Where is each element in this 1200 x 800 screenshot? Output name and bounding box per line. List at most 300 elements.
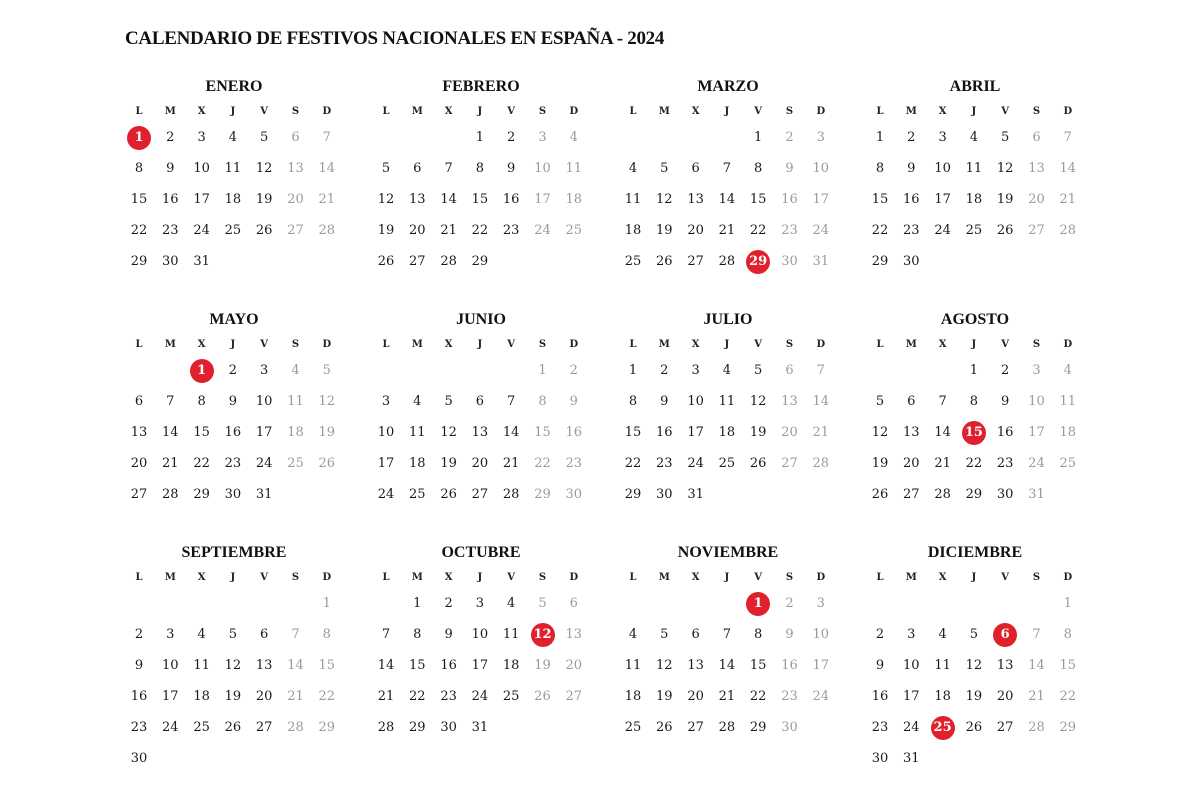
calendar-day: 6 [291, 130, 300, 145]
calendar-day: 2 [1001, 363, 1010, 378]
weekday-label: M [905, 106, 917, 117]
calendar-day: 20 [781, 425, 798, 440]
calendar-day: 24 [1028, 456, 1045, 471]
calendar-day: 4 [291, 363, 300, 378]
calendar-day: 29 [965, 487, 983, 502]
calendar-day: 8 [754, 161, 763, 176]
calendar-day: 2 [444, 596, 453, 611]
calendar-day: 4 [507, 596, 516, 611]
calendar-day: 27 [565, 689, 583, 704]
calendar-day: 6 [691, 627, 700, 642]
calendar-day: 2 [875, 627, 885, 642]
calendar-day: 11 [502, 627, 520, 642]
weekday-label: S [538, 572, 547, 583]
calendar-day: 29 [130, 254, 148, 269]
calendar-day: 22 [471, 223, 489, 238]
calendar-day: 13 [687, 192, 704, 207]
calendar-day: 25 [565, 223, 583, 238]
calendar-day: 27 [996, 720, 1014, 735]
calendar-day: 11 [224, 161, 242, 176]
calendar-day: 13 [781, 394, 798, 409]
calendar-day: 11 [409, 425, 426, 440]
calendar-day: 23 [996, 456, 1014, 471]
weekday-label: J [230, 339, 236, 350]
calendar-day: 27 [903, 487, 920, 502]
weekday-label: S [1032, 339, 1041, 350]
weekday-label: L [135, 106, 143, 117]
calendar-day: 11 [287, 394, 304, 409]
weekday-label: X [938, 572, 947, 583]
weekday-label: L [382, 106, 390, 117]
weekday-label: X [691, 339, 700, 350]
calendar-day: 9 [228, 394, 238, 409]
calendar-day: 10 [534, 161, 551, 176]
calendar-day: 23 [130, 720, 148, 735]
calendar-day: 20 [130, 456, 148, 471]
weekday-label: M [164, 106, 176, 117]
weekday-label: M [164, 339, 176, 350]
calendar-day: 10 [903, 658, 920, 673]
calendar-day: 22 [749, 689, 767, 704]
calendar-day: 28 [718, 254, 736, 269]
calendar-day: 28 [377, 720, 395, 735]
calendar-day: 4 [228, 130, 238, 145]
calendar-day: 23 [162, 223, 179, 238]
calendar-day: 5 [660, 627, 669, 642]
calendar-day: 14 [162, 425, 179, 440]
calendar-day: 16 [130, 689, 148, 704]
weekday-label: D [569, 106, 579, 117]
weekday-label: J [971, 106, 977, 117]
calendar-day: 29 [193, 487, 210, 502]
calendar-day: 15 [749, 658, 767, 673]
weekday-label: M [658, 339, 670, 350]
calendar-day: 18 [718, 425, 736, 440]
weekday-label: S [1032, 572, 1041, 583]
calendar-day: 21 [718, 223, 736, 238]
calendar-day: 9 [785, 161, 794, 176]
calendar-day: 10 [162, 658, 179, 673]
calendar-day: 29 [624, 487, 642, 502]
calendar-day: 1 [413, 596, 422, 611]
calendar-day: 23 [781, 223, 798, 238]
calendar-day: 12 [965, 658, 983, 673]
calendar-day: 6 [260, 627, 269, 642]
calendar-day: 26 [440, 487, 457, 502]
calendar-day: 9 [785, 627, 794, 642]
calendar-day: 20 [471, 456, 489, 471]
calendar-day: 23 [871, 720, 889, 735]
holiday-day: 29 [746, 250, 770, 274]
calendar-day: 22 [318, 689, 336, 704]
calendar-day: 12 [749, 394, 767, 409]
weekday-label: V [754, 572, 763, 583]
calendar-day: 26 [749, 456, 767, 471]
calendar-day: 23 [565, 456, 583, 471]
weekday-label: M [411, 339, 423, 350]
weekday-label: D [569, 339, 579, 350]
weekday-label: D [816, 339, 826, 350]
calendar-day: 5 [754, 363, 763, 378]
calendar-day: 5 [228, 627, 238, 642]
calendar-day: 14 [287, 658, 304, 673]
calendar-day: 16 [996, 425, 1014, 440]
calendar-day: 25 [965, 223, 983, 238]
calendar-day: 8 [1063, 627, 1072, 642]
calendar-day: 29 [318, 720, 336, 735]
calendar-day: 7 [938, 394, 947, 409]
weekday-label: M [905, 572, 917, 583]
calendar-day: 2 [660, 363, 669, 378]
calendar-day: 31 [471, 720, 489, 735]
calendar-day: 30 [903, 254, 920, 269]
calendar-day: 10 [255, 394, 273, 409]
calendar-day: 13 [903, 425, 920, 440]
calendar-day: 17 [812, 192, 830, 207]
calendar-day: 27 [287, 223, 304, 238]
calendar-day: 6 [785, 363, 794, 378]
calendar-day: 6 [907, 394, 916, 409]
calendar-day: 31 [193, 254, 210, 269]
calendar-day: 9 [507, 161, 516, 176]
calendar-day: 23 [903, 223, 920, 238]
month-name: FEBRERO [442, 78, 520, 95]
calendar-day: 17 [687, 425, 704, 440]
weekday-label: X [444, 106, 453, 117]
month-name: ABRIL [949, 78, 1001, 95]
calendar-day: 25 [502, 689, 520, 704]
calendar-day: 21 [812, 425, 830, 440]
calendar-day: 17 [812, 658, 830, 673]
calendar-day: 1 [969, 363, 979, 378]
weekday-label: M [411, 106, 423, 117]
calendar-day: 6 [1032, 130, 1041, 145]
calendar-day: 7 [444, 161, 453, 176]
calendar-day: 22 [1059, 689, 1077, 704]
weekday-label: X [197, 339, 206, 350]
calendar-day: 30 [440, 720, 457, 735]
weekday-label: M [411, 572, 423, 583]
calendar-day: 7 [1063, 130, 1072, 145]
calendar-day: 2 [228, 363, 238, 378]
weekday-label: D [322, 572, 332, 583]
calendar-day: 18 [1059, 425, 1077, 440]
weekday-label: V [1001, 572, 1010, 583]
calendar-day: 7 [291, 627, 300, 642]
calendar-day: 4 [628, 627, 638, 642]
calendar-day: 16 [224, 425, 242, 440]
calendar-day: 19 [255, 192, 273, 207]
page-title: CALENDARIO DE FESTIVOS NACIONALES EN ESPAÑA - 2024 [125, 28, 665, 49]
calendar-day: 21 [1059, 192, 1077, 207]
calendar-day: 7 [166, 394, 175, 409]
calendar-day: 11 [718, 394, 736, 409]
weekday-label: V [1001, 339, 1010, 350]
calendar-day: 30 [565, 487, 583, 502]
calendar-day: 16 [162, 192, 179, 207]
calendar-day: 8 [197, 394, 206, 409]
calendar-day: 14 [502, 425, 520, 440]
calendar-day: 30 [162, 254, 179, 269]
calendar-day: 4 [628, 161, 638, 176]
calendar-day: 15 [193, 425, 210, 440]
calendar-day: 8 [322, 627, 331, 642]
weekday-label: J [724, 106, 730, 117]
weekday-label: L [876, 106, 884, 117]
calendar-day: 28 [440, 254, 457, 269]
calendar-day: 2 [907, 130, 916, 145]
calendar-day: 2 [569, 363, 578, 378]
calendar-day: 27 [1028, 223, 1045, 238]
calendar-day: 12 [318, 394, 336, 409]
calendar-day: 15 [130, 192, 148, 207]
holiday-day: 6 [993, 623, 1017, 647]
weekday-label: J [230, 106, 236, 117]
calendar-day: 16 [871, 689, 889, 704]
calendar-day: 23 [440, 689, 457, 704]
calendar-day: 20 [287, 192, 304, 207]
weekday-label: V [260, 106, 269, 117]
calendar-day: 26 [656, 720, 673, 735]
weekday-label: X [691, 572, 700, 583]
calendar-day: 9 [134, 658, 144, 673]
calendar-day: 8 [875, 161, 885, 176]
calendar-day: 15 [749, 192, 767, 207]
calendar-day: 15 [624, 425, 642, 440]
weekday-label: S [1032, 106, 1041, 117]
calendar-day: 19 [965, 689, 983, 704]
calendar-day: 12 [377, 192, 395, 207]
month-name: OCTUBRE [441, 544, 521, 561]
calendar-day: 28 [318, 223, 336, 238]
calendar-day: 25 [624, 720, 642, 735]
calendar-day: 3 [938, 130, 947, 145]
weekday-label: J [477, 572, 483, 583]
calendar-day: 20 [687, 223, 704, 238]
calendar-day: 18 [624, 689, 642, 704]
holiday-day: 1 [746, 592, 770, 616]
calendar-day: 21 [1028, 689, 1045, 704]
calendar-day: 9 [660, 394, 669, 409]
holiday-day: 15 [962, 421, 986, 445]
weekday-label: J [724, 339, 730, 350]
weekday-label: V [507, 106, 516, 117]
calendar-day: 2 [785, 130, 794, 145]
calendar-day: 11 [624, 658, 642, 673]
calendar-day: 30 [781, 254, 798, 269]
calendar-day: 14 [934, 425, 951, 440]
calendar-day: 24 [534, 223, 551, 238]
weekday-label: L [135, 572, 143, 583]
calendar-day: 25 [193, 720, 210, 735]
calendar-day: 7 [1032, 627, 1041, 642]
calendar-day: 11 [1059, 394, 1077, 409]
calendar-day: 17 [471, 658, 489, 673]
calendar-day: 8 [413, 627, 422, 642]
calendar-day: 24 [377, 487, 395, 502]
calendar-day: 25 [224, 223, 242, 238]
weekday-label: D [1063, 339, 1073, 350]
calendar-day: 8 [628, 394, 638, 409]
weekday-label: J [971, 339, 977, 350]
calendar-day: 3 [260, 363, 269, 378]
calendar-day: 3 [166, 627, 175, 642]
calendar-day: 7 [816, 363, 825, 378]
calendar-day: 29 [471, 254, 489, 269]
calendar-day: 8 [538, 394, 547, 409]
calendar-day: 26 [871, 487, 889, 502]
calendar-day: 25 [287, 456, 304, 471]
calendar-day: 24 [812, 223, 830, 238]
calendar-day: 19 [656, 689, 673, 704]
weekday-label: V [507, 339, 516, 350]
calendar-day: 3 [816, 130, 825, 145]
calendar-day: 20 [1028, 192, 1045, 207]
calendar-day: 3 [1032, 363, 1041, 378]
month-name: ENERO [205, 78, 263, 95]
calendar-day: 9 [875, 658, 885, 673]
calendar-day: 16 [440, 658, 457, 673]
calendar-day: 19 [871, 456, 889, 471]
weekday-label: D [322, 106, 332, 117]
calendar-day: 10 [471, 627, 489, 642]
calendar-day: 2 [785, 596, 794, 611]
calendar-day: 21 [502, 456, 520, 471]
calendar-day: 10 [377, 425, 395, 440]
calendar-day: 1 [628, 363, 638, 378]
calendar-day: 1 [754, 130, 763, 145]
weekday-label: S [785, 572, 794, 583]
calendar-day: 13 [471, 425, 489, 440]
calendar-day: 18 [934, 689, 951, 704]
calendar-day: 19 [534, 658, 551, 673]
calendar-day: 9 [907, 161, 916, 176]
month-name: MAYO [209, 311, 259, 328]
calendar-day: 6 [134, 394, 144, 409]
calendar-day: 24 [687, 456, 704, 471]
calendar-day: 30 [130, 751, 148, 766]
calendar-day: 27 [781, 456, 798, 471]
calendar-day: 29 [749, 720, 767, 735]
calendar-day: 30 [224, 487, 242, 502]
calendar-day: 11 [934, 658, 951, 673]
calendar-day: 19 [377, 223, 395, 238]
calendar-day: 12 [255, 161, 273, 176]
calendar-day: 31 [687, 487, 704, 502]
calendar-day: 7 [722, 161, 732, 176]
weekday-label: D [1063, 106, 1073, 117]
calendar-day: 21 [718, 689, 736, 704]
month-name: DICIEMBRE [927, 544, 1023, 561]
holiday-day: 1 [127, 126, 151, 150]
calendar-day: 18 [565, 192, 583, 207]
weekday-label: S [785, 106, 794, 117]
weekday-label: V [260, 572, 269, 583]
month-name: SEPTIEMBRE [181, 544, 287, 561]
calendar-day: 9 [569, 394, 578, 409]
calendar-day: 13 [996, 658, 1014, 673]
calendar-day: 22 [130, 223, 148, 238]
calendar-day: 10 [812, 161, 830, 176]
month-name: JULIO [703, 311, 753, 328]
weekday-label: V [260, 339, 269, 350]
calendar-day: 24 [471, 689, 489, 704]
calendar-day: 1 [538, 363, 547, 378]
calendar-day: 17 [193, 192, 210, 207]
calendar-day: 18 [224, 192, 242, 207]
calendar-day: 5 [444, 394, 453, 409]
weekday-label: X [938, 339, 947, 350]
weekday-label: J [230, 572, 236, 583]
calendar-day: 14 [812, 394, 830, 409]
weekday-label: V [754, 339, 763, 350]
calendar-day: 31 [903, 751, 920, 766]
calendar-day: 27 [130, 487, 148, 502]
calendar-day: 30 [656, 487, 673, 502]
calendar-day: 24 [934, 223, 951, 238]
weekday-label: D [322, 339, 332, 350]
calendar-day: 13 [687, 658, 704, 673]
calendar-day: 21 [377, 689, 395, 704]
calendar-day: 13 [565, 627, 583, 642]
calendar-day: 15 [534, 425, 551, 440]
calendar-day: 26 [996, 223, 1014, 238]
calendar-day: 20 [565, 658, 583, 673]
calendar-day: 30 [871, 751, 889, 766]
calendar-day: 14 [440, 192, 457, 207]
weekday-label: X [444, 572, 453, 583]
weekday-label: S [538, 339, 547, 350]
weekday-label: S [291, 106, 300, 117]
calendar-day: 25 [1059, 456, 1077, 471]
calendar-day: 22 [624, 456, 642, 471]
calendar-day: 28 [718, 720, 736, 735]
weekday-label: L [382, 339, 390, 350]
weekday-label: V [1001, 106, 1010, 117]
calendar-day: 29 [1059, 720, 1077, 735]
calendar-day: 20 [409, 223, 426, 238]
calendar-day: 15 [318, 658, 336, 673]
holiday-day: 25 [931, 716, 955, 740]
weekday-label: L [876, 572, 884, 583]
calendar-day: 19 [224, 689, 242, 704]
holiday-day: 12 [531, 623, 555, 647]
calendar-day: 28 [812, 456, 830, 471]
weekday-label: L [629, 339, 637, 350]
calendar-day: 5 [1001, 130, 1010, 145]
calendar-day: 6 [569, 596, 578, 611]
calendar-day: 11 [624, 192, 642, 207]
calendar-day: 17 [934, 192, 951, 207]
weekday-label: M [905, 339, 917, 350]
calendar-day: 26 [965, 720, 983, 735]
calendar-day: 3 [538, 130, 547, 145]
calendar-day: 10 [812, 627, 830, 642]
calendar-day: 14 [1028, 658, 1045, 673]
calendar-day: 17 [903, 689, 920, 704]
calendar-day: 6 [691, 161, 700, 176]
weekday-label: D [816, 572, 826, 583]
calendar-day: 21 [287, 689, 304, 704]
calendar-day: 18 [965, 192, 983, 207]
calendar-day: 31 [255, 487, 273, 502]
calendar-day: 5 [322, 363, 331, 378]
calendar-day: 27 [471, 487, 489, 502]
calendar-day: 29 [409, 720, 426, 735]
month-name: JUNIO [456, 311, 506, 328]
calendar-day: 25 [718, 456, 736, 471]
calendar-day: 30 [781, 720, 798, 735]
